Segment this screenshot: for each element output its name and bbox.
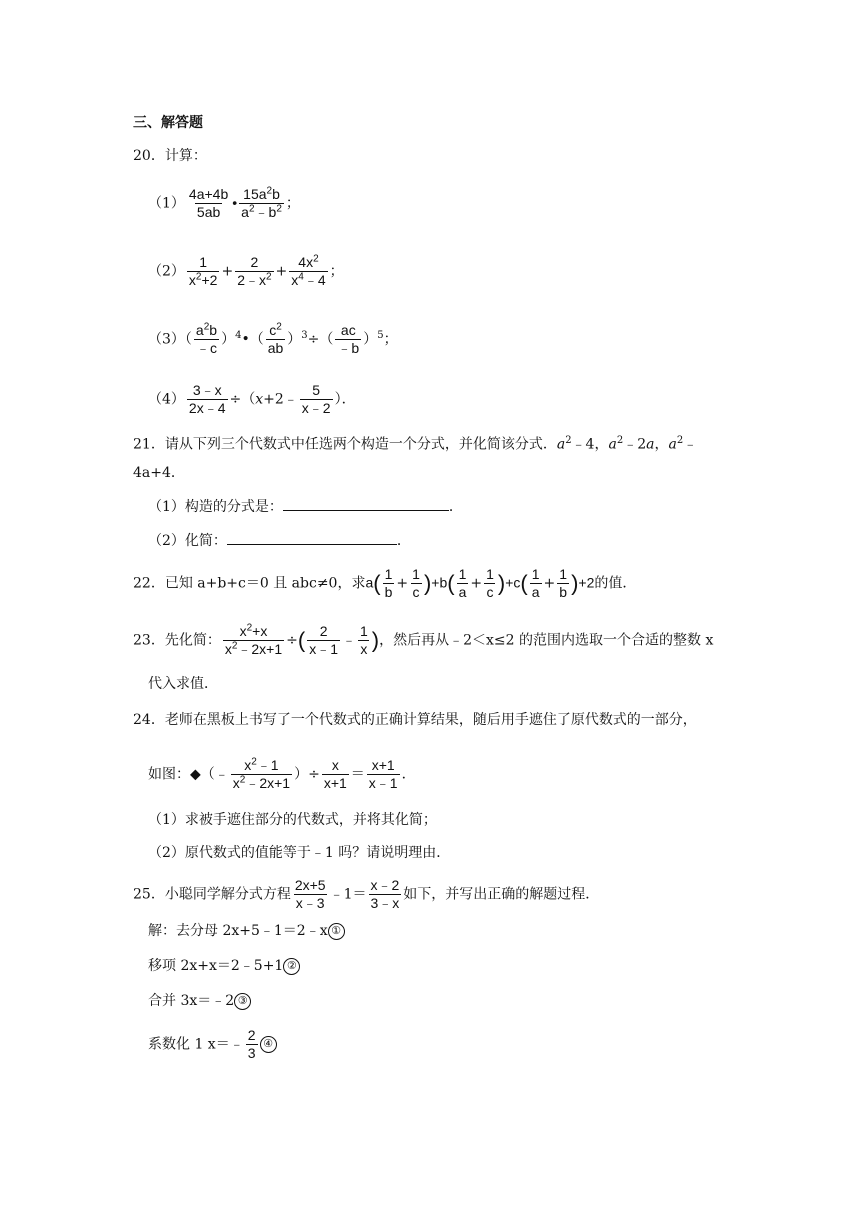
q23-line2: 代入求值． xyxy=(148,676,218,692)
q21-stem-line2: 4a+4． xyxy=(133,465,185,481)
q25-stem-suffix: 如下，并写出正确的解题过程． xyxy=(403,886,600,903)
fraction: $\frac{4x^2}{x^4﹣4}$ xyxy=(291,253,326,288)
circled-number: ③ xyxy=(234,993,251,1010)
q25-step3 xyxy=(148,991,251,1011)
answer-blank[interactable] xyxy=(227,530,397,545)
circled-number: ② xyxy=(283,958,300,975)
q22-stem: 22．已知 a+b+c＝0 且 abc≠0，求a( $\frac{1}{b}$ + $\frac{1}{c}$ )+b( $\frac{1}{a}$ + $\frac{1}{c}$ )+c( $\frac{1}{a}$ + $\frac{1}{b}$ )+2的值． xyxy=(133,566,637,600)
q20-part3-label: （3） xyxy=(148,331,185,348)
q25-step1 xyxy=(148,921,345,941)
q25-step2-text: 移项 2x+x＝2﹣5+1 xyxy=(148,958,284,974)
fraction: $\frac{2}{3}$ xyxy=(247,1027,256,1061)
fraction: $\frac{x﹣2}{3﹣x}$ xyxy=(370,877,400,911)
q25-step1-text: 解：去分母 2x+5﹣1＝2﹣x xyxy=(148,923,328,939)
fraction: $\frac{1}{b}$ xyxy=(559,566,568,600)
fraction: $\frac{a^2b}{﹣c}$ xyxy=(195,321,218,356)
q20-part3: （3）（ $\frac{a^2b}{﹣c}$ ）$^4$•（ $\frac{c^2}{ab}$ ）$^3$÷（ $\frac{ac}{﹣b}$ ）$^5$； xyxy=(148,321,398,356)
q20-part2: （2） $\frac{1}{x^2+2}$ + $\frac{2}{2﹣x^2}$ + $\frac{4x^2}{x^4﹣4}$ ； xyxy=(148,253,344,288)
q25-step2 xyxy=(148,956,300,976)
fraction: $\frac{2}{2﹣x^2}$ xyxy=(237,254,272,288)
q21-sub1: （1）构造的分式是： ． xyxy=(148,496,463,517)
answer-blank[interactable] xyxy=(283,496,449,511)
q20-part1-label: （1） xyxy=(148,195,185,212)
q21-sub1-text: （1）构造的分式是： xyxy=(148,499,283,515)
q21-stem-text: 21．请从下列三个代数式中任选两个构造一个分式，并化简该分式． xyxy=(133,436,557,453)
fraction: $\frac{2}{x﹣1}$ xyxy=(309,623,338,657)
section-title: 三、解答题 xyxy=(133,115,203,131)
q24-figure-prefix: 如图：◆（﹣ xyxy=(148,766,229,783)
q24-figure: 如图：◆（﹣ $\frac{x^2﹣1}{x^2﹣2x+1}$ ）÷ $\frac{x}{x+1}$ ＝ $\frac{x+1}{x﹣1}$ ． xyxy=(148,756,416,791)
q25-stem: 25．小聪同学解分式方程 $\frac{2x+5}{x﹣3}$ ﹣1＝ $\frac{x﹣2}{3﹣x}$ 如下，并写出正确的解题过程． xyxy=(133,877,600,911)
q23-stem-prefix: 23．先化简： xyxy=(133,632,221,649)
q22-stem-prefix: 22．已知 a+b+c＝0 且 abc≠0，求 xyxy=(133,575,366,592)
q23-stem-suffix: ，然后再从﹣2＜x≤2 的范围内选取一个合适的整数 x xyxy=(379,632,714,649)
q21-sub2: （2）化简： ． xyxy=(148,530,411,551)
fraction: $\frac{1}{a}$ xyxy=(531,566,540,600)
fraction: $\frac{ac}{﹣b}$ xyxy=(337,322,360,356)
fraction: $\frac{x^2﹣1}{x^2﹣2x+1}$ xyxy=(232,756,291,791)
q20-part2-label: （2） xyxy=(148,263,185,280)
fraction: $\frac{x}{x+1}$ xyxy=(323,757,347,791)
fraction: $\frac{1}{a}$ xyxy=(458,566,467,600)
q22-stem-suffix: 的值． xyxy=(594,575,637,592)
q20-part1: （1） $\frac{4a+4b}{5ab}$ • $\frac{15a^2b}{a^2﹣b^2}$ ； xyxy=(148,185,300,220)
fraction: $\frac{5}{x﹣2}$ xyxy=(301,382,331,416)
fraction: $\frac{1}{c}$ xyxy=(412,566,420,600)
fraction: $\frac{1}{b}$ xyxy=(384,566,393,600)
fraction: $\frac{x^2+x}{x^2﹣2x+1}$ xyxy=(224,622,283,657)
fraction: $\frac{1}{c}$ xyxy=(486,566,494,600)
fraction: $\frac{x+1}{x﹣1}$ xyxy=(368,757,398,791)
q20-part4-label: （4） xyxy=(148,391,185,408)
fraction: $\frac{4a+4b}{5ab}$ xyxy=(188,186,229,220)
q21-stem-line1: 21．请从下列三个代数式中任选两个构造一个分式，并化简该分式．$a^2﹣4$，$a^2﹣2a$，$a^2﹣$ xyxy=(133,435,698,453)
q25-step4-text: 系数化 1 x＝﹣ xyxy=(148,1036,244,1053)
fraction: $\frac{2x+5}{x﹣3}$ xyxy=(294,877,326,911)
q21-sub2-text: （2）化简： xyxy=(148,533,227,549)
q25-stem-prefix: 25．小聪同学解分式方程 xyxy=(133,886,291,903)
fraction: $\frac{c^2}{ab}$ xyxy=(267,321,284,356)
q25-step4 xyxy=(148,1027,277,1062)
circled-number: ① xyxy=(328,923,345,940)
q24-sub2: （2）原代数式的值能等于﹣1 吗？请说明理由． xyxy=(148,845,451,861)
fraction: $\frac{1}{x^2+2}$ xyxy=(188,254,218,288)
fraction: $\frac{15a^2b}{a^2﹣b^2}$ xyxy=(241,185,282,220)
q25-step3-text: 合并 3x＝﹣2 xyxy=(148,993,235,1009)
q23-stem: 23．先化简： $\frac{x^2+x}{x^2﹣2x+1}$ ÷( $\frac{2}{x﹣1}$ ﹣ $\frac{1}{x}$ )，然后再从﹣2＜x≤2 的范围内选取一个合适的整数 x xyxy=(133,622,714,657)
fraction: $\frac{3﹣x}{2x﹣4}$ xyxy=(188,382,226,416)
q20-part4: （4） $\frac{3﹣x}{2x﹣4}$ ÷（x+2﹣ $\frac{5}{x﹣2}$ ）． xyxy=(148,382,356,416)
fraction: $\frac{1}{x}$ xyxy=(360,623,368,657)
q24-sub1: （1）求被手遮住部分的代数式，并将其化简； xyxy=(148,812,437,828)
circled-number: ④ xyxy=(260,1036,277,1053)
q20-stem: 20．计算： xyxy=(133,148,207,164)
q24-stem: 24．老师在黑板上书写了一个代数式的正确计算结果，随后用手遮住了原代数式的一部分， xyxy=(133,712,697,728)
